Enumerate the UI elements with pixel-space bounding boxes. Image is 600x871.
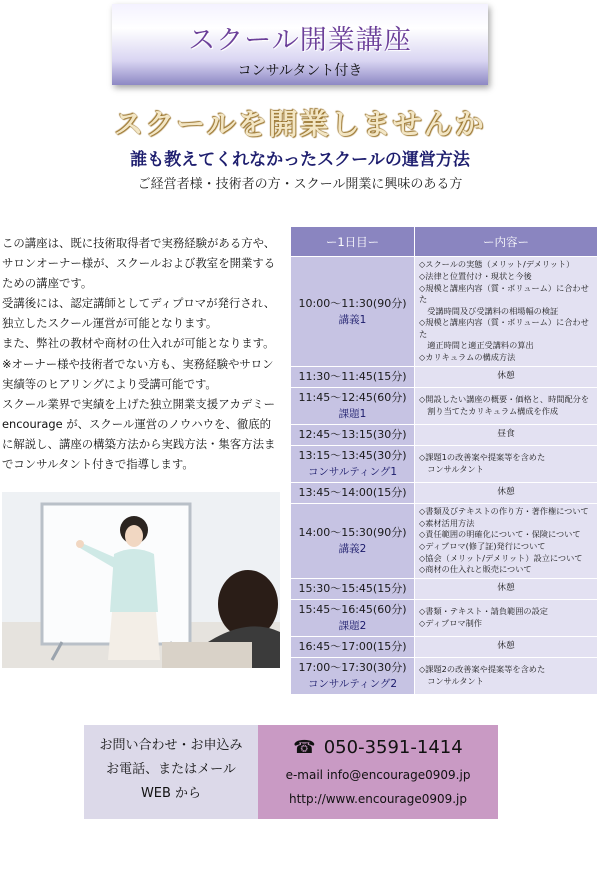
schedule-content-line: 休憩 <box>497 583 515 594</box>
schedule-time-cell <box>291 257 415 367</box>
schedule-time-cell <box>291 637 415 658</box>
intro-text <box>2 233 278 474</box>
schedule-content-line: ◇法律と位置付け・現状と今後 <box>419 270 532 281</box>
schedule-content-line: ◇課題2の改善案や提案等を含めた <box>419 664 546 675</box>
schedule-time-cell <box>291 504 415 579</box>
schedule-content-line: ◇ディプロマ制作 <box>419 618 482 628</box>
schedule-session-label: 課題1 <box>338 408 367 420</box>
phone-text[interactable]: 050-3591-1414 <box>323 737 463 758</box>
schedule-content-line: ◇協会（メリット/デメリット）設立について <box>419 552 583 563</box>
email-link[interactable]: e-mail info@encourage0909.jp <box>285 768 471 782</box>
schedule-row <box>291 504 598 579</box>
schedule-content-line: ◇開設したい講座の概要・価格と、時間配分を <box>419 394 590 405</box>
schedule-time: 16:45～17:00(15分) <box>298 640 407 653</box>
schedule-time-cell <box>291 600 415 637</box>
schedule-content-line: ◇規模と講座内容（質・ボリューム）に合わせた <box>419 282 589 305</box>
schedule-content-cell <box>415 257 598 367</box>
schedule-body <box>291 257 598 695</box>
schedule-header-row <box>291 227 598 257</box>
schedule-session-label: コンサルティング2 <box>307 678 398 690</box>
website-link[interactable]: http://www.encourage0909.jp <box>288 792 468 806</box>
schedule-row <box>291 600 598 637</box>
schedule-row <box>291 483 598 504</box>
schedule-content-line: ◇カリキュラムの構成方法 <box>419 352 516 363</box>
schedule-time-cell <box>291 388 415 425</box>
contact-line: お問い合わせ・お申込み <box>99 738 243 753</box>
schedule-content-line: 昼食 <box>497 429 515 440</box>
page-title: スクール開業講座 <box>188 25 412 56</box>
schedule-content-line: 適正時間と適正受講料の算出 <box>419 340 534 351</box>
schedule-time: 11:30～11:45(15分) <box>298 370 407 383</box>
schedule-time: 10:00～11:30(90分) <box>298 296 407 310</box>
telephone-icon: ☎ <box>293 737 316 758</box>
lecture-photo <box>2 492 280 668</box>
schedule-content-line: ◇規模と講座内容（質・ボリューム）に合わせた <box>419 317 589 339</box>
schedule-time-cell <box>291 483 415 504</box>
schedule-session-label: 講義2 <box>338 543 367 555</box>
schedule-time: 15:45～16:45(60分) <box>298 603 407 616</box>
schedule-header-content: ー内容ー <box>415 227 598 257</box>
lecture-photo-illustration <box>2 492 280 668</box>
intro-paragraph: また、弊社の教材や商材の仕入れが可能となります。 <box>2 336 275 351</box>
phone-number[interactable] <box>258 737 498 758</box>
audience-text: ご経営者様・技術者の方・スクール開業に興味のある方 <box>137 177 463 192</box>
schedule-content-line: コンサルタント <box>419 676 484 686</box>
contact-line: お電話、またはメール <box>106 762 236 777</box>
schedule-content-cell <box>415 504 598 579</box>
schedule-content-line: ◇スクールの実態（メリット/デメリット） <box>419 259 575 270</box>
schedule-content-line: コンサルタント <box>419 464 484 474</box>
schedule-time: 17:00～17:30(30分) <box>298 661 407 674</box>
schedule-table <box>290 226 598 695</box>
subheadline: 誰も教えてくれなかったスクールの運営方法 <box>130 150 470 170</box>
schedule-content-cell <box>415 658 598 695</box>
schedule-time-cell <box>291 658 415 695</box>
schedule-header-day: ー1日目ー <box>291 227 415 257</box>
schedule-row <box>291 257 598 367</box>
schedule-row <box>291 637 598 658</box>
schedule-content-cell <box>415 446 598 483</box>
intro-paragraph: スクール業界で実績を上げた独立開業支援アカデミーencourage が、スクール運営のノウハウを、徹底的に解説し、講座の構築方法から実践方法・集客方法までコンサルタント付きで指導します。 <box>2 396 276 472</box>
page-subtitle: コンサルタント付き <box>237 63 363 79</box>
schedule-content-line: ◇書類及びテキストの作り方・著作権について <box>419 506 589 517</box>
schedule-row <box>291 579 598 600</box>
schedule-time: 13:45～14:00(15分) <box>298 486 407 499</box>
contact-line: WEB から <box>140 786 202 801</box>
schedule-content-line: 休憩 <box>497 641 515 652</box>
schedule-content-line: 休憩 <box>497 487 515 498</box>
schedule-row <box>291 446 598 483</box>
schedule-time-cell <box>291 579 415 600</box>
schedule-content-line: ◇書類・テキスト・請負範囲の設定 <box>419 606 548 617</box>
schedule-content-line: ◇課題1の改善案や提案等を含めた <box>419 452 546 463</box>
schedule-content-cell <box>415 600 598 637</box>
schedule-content-cell <box>415 579 598 600</box>
intro-paragraph: この講座は、既に技術取得者で実務経験がある方や、サロンオーナー様が、スクールおよび教室を開業するための講座です。 <box>2 236 276 291</box>
schedule-content-line: ◇素材活用方法 <box>419 517 475 528</box>
schedule-content-cell <box>415 483 598 504</box>
schedule-content-line: 割り当てたカリキュラム構成を作成 <box>419 406 559 416</box>
contact-details <box>258 725 498 819</box>
intro-paragraph: 受講後には、認定講師としてディプロマが発行され、独立したスクール運営が可能となります。 <box>2 296 276 331</box>
schedule-content-line: ◇責任範囲の明確化について・保険について <box>419 529 581 540</box>
schedule-row <box>291 367 598 388</box>
schedule-session-label: 課題2 <box>338 620 367 632</box>
schedule-session-label: コンサルティング1 <box>307 466 398 478</box>
schedule-content-cell <box>415 367 598 388</box>
schedule-time: 11:45～12:45(60分) <box>298 391 407 404</box>
headline: スクールを開業しませんか <box>114 107 486 141</box>
schedule-row <box>291 388 598 425</box>
schedule-content-line: 受講時間及び受講料の相場幅の検証 <box>419 305 559 316</box>
schedule-content-line: ◇商材の仕入れと販売について <box>419 564 532 575</box>
schedule-time: 14:00～15:30(90分) <box>298 526 407 539</box>
schedule-time: 13:15～13:45(30分) <box>298 449 407 462</box>
schedule-time: 15:30～15:45(15分) <box>298 582 407 595</box>
schedule-time-cell <box>291 367 415 388</box>
schedule-content-cell <box>415 388 598 425</box>
schedule-time-cell <box>291 446 415 483</box>
schedule-content-line: 休憩 <box>497 371 515 382</box>
schedule-content-line: ◇ディプロマ(修了証)発行について <box>419 541 546 551</box>
schedule-session-label: 講義1 <box>338 313 367 326</box>
schedule-time: 12:45～13:15(30分) <box>298 428 407 441</box>
intro-note: ※オーナー様や技術者でない方も、実務経験やサロン実績等のヒアリングにより受講可能です。 <box>2 356 274 391</box>
contact-info <box>84 725 258 819</box>
schedule-content-cell <box>415 425 598 446</box>
schedule-row <box>291 425 598 446</box>
title-banner <box>112 4 488 85</box>
schedule-time-cell <box>291 425 415 446</box>
schedule-content-cell <box>415 637 598 658</box>
schedule-row <box>291 658 598 695</box>
